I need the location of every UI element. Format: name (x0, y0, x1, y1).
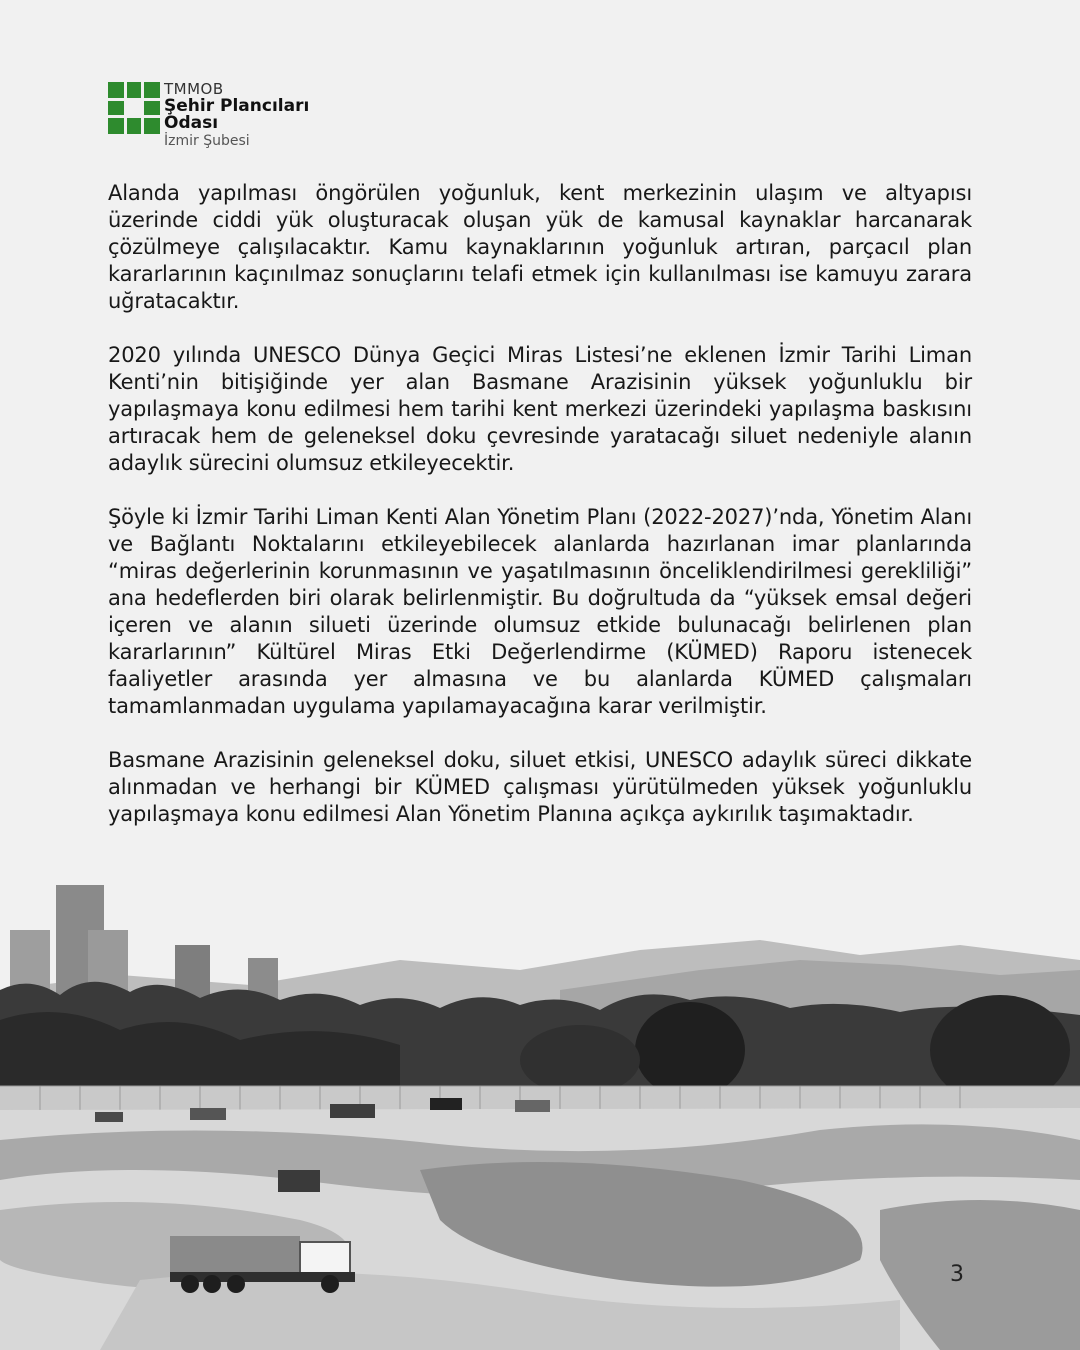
page-number: 3 (950, 1262, 964, 1287)
org-name-line3: İzmir Şubesi (164, 133, 250, 149)
org-logo (108, 80, 368, 149)
paragraph-4: Basmane Arazisinin geleneksel doku, siluet etkisi, UNESCO adaylık süreci dikkate alınmadan ve herhangi bir KÜMED çalışması yürütülmeden yüksek yoğunluklu yapılaşmaya konu edilmesi Alan Yönetim Planına açıkça aykırılık taşımaktadır. (108, 748, 972, 826)
paragraph-2: 2020 yılında UNESCO Dünya Geçici Miras Listesi’ne eklenen İzmir Tarihi Liman Kenti’nin bitişiğinde yer alan Basmane Arazisinin yüksek yoğunluklu bir yapılaşmaya konu edilmesi hem tarihi kent merkezi üzerindeki yapılaşma baskısını artıracak hem de geleneksel doku çevresinde yaratacağı siluet nedeniyle alanın adaylık sürecini olumsuz etkileyecektir. (108, 343, 972, 475)
paragraph-1: Alanda yapılması öngörülen yoğunluk, kent merkezinin ulaşım ve altyapısı üzerinde ciddi yük oluşturacak oluşan yük de kamusal kaynaklar harcanarak çözülmeye çalışılacaktır. Kamu kaynaklarının yoğunluk artıran, parçacıl plan kararlarının kaçınılmaz sonuçlarını telafi etmek için kullanılması ise kamuyu zarara uğratacaktır. (108, 181, 972, 313)
paragraph-3: Şöyle ki İzmir Tarihi Liman Kenti Alan Yönetim Planı (2022-2027)’nda, Yönetim Alanı ve Bağlantı Noktalarını etkileyebilecek alanlarda hazırlanan imar planlarında “miras değerlerinin korunmasının ve yaşatılmasının önceliklendirilmesi gerekliliği” ana hedeflerden biri olarak belirlenmiştir. Bu doğrultuda da “yüksek emsal değeri içeren ve alanın silueti üzerinde olumsuz etkide bulunacağı belirlenen plan kararlarının” Kültürel Miras Etki Değerlendirme (KÜMED) Raporu istenecek faaliyetler arasında yer almasına ve bu alanlarda KÜMED çalışmaları tamamlanmadan uygulama yapılamayacağına karar verilmiştir. (108, 505, 972, 718)
org-name-line2: Şehir Plancıları Odası (164, 96, 310, 133)
landscape-illustration (0, 880, 1080, 1350)
document-body (108, 180, 972, 855)
org-name-line1: TMMOB (164, 80, 224, 98)
org-name (164, 82, 368, 148)
logo-grid-icon (108, 82, 160, 134)
